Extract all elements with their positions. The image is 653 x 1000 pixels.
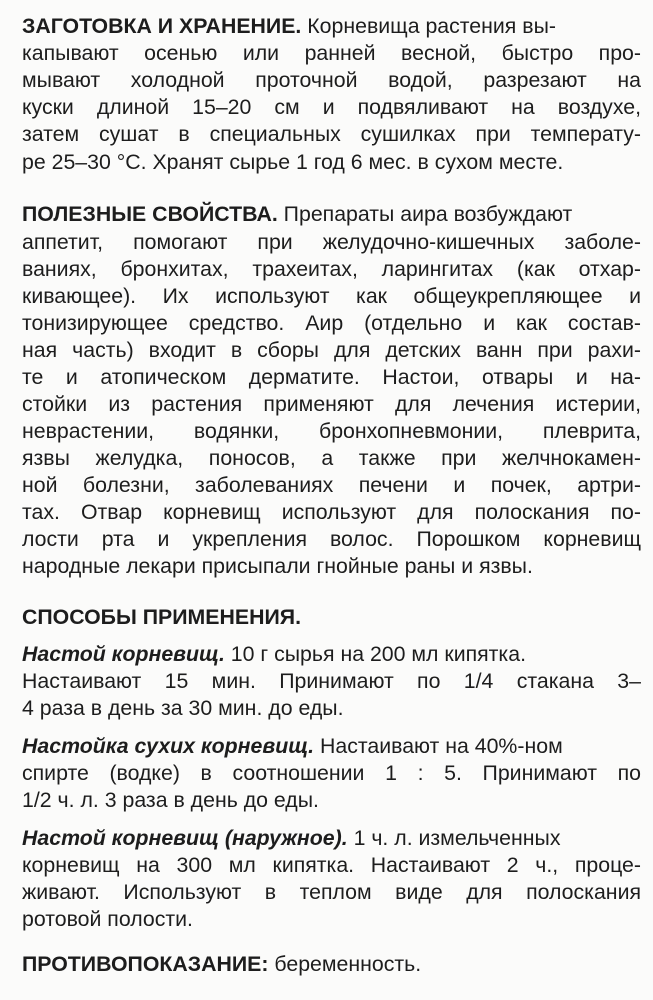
recipe-1-title: Настой корневищ.: [22, 642, 225, 666]
properties-line-1: [22, 201, 641, 227]
harvest-line-4: куски длиной 15–20 см и подвяливают на воздухе,: [22, 95, 641, 119]
properties-line-6: ная часть) входит в сборы для детских ванн при рахи-: [22, 338, 641, 362]
harvest-line-3: мывают холодной проточной водой, разрезают на: [22, 68, 641, 92]
properties-line-3: ваниях, бронхитах, трахеитах, ларингитах (как отхар-: [22, 257, 641, 281]
usage-heading: СПОСОБЫ ПРИМЕНЕНИЯ.: [22, 605, 302, 629]
harvest-heading: ЗАГОТОВКА И ХРАНЕНИЕ.: [22, 14, 302, 38]
recipe-2-text: Настаивают на 40%-ном: [314, 734, 563, 758]
recipe-1-line-3: 4 раза в день за 30 мин. до еды.: [22, 696, 344, 720]
recipe-1-line-1: [22, 641, 641, 667]
properties-line-8: стойки из растения применяют для лечения истерии,: [22, 392, 641, 416]
properties-line-11: ной болезни, заболеваниях печени и почек, артри-: [22, 473, 641, 497]
recipe-2-title: Настойка сухих корневищ.: [22, 734, 315, 758]
properties-heading: ПОЛЕЗНЫЕ СВОЙСТВА.: [22, 202, 278, 226]
recipe-3-line-3: живают. Используют в теплом виде для полоскания: [22, 880, 641, 904]
properties-line-2: аппетит, помогают при желудочно-кишечных заболе-: [22, 230, 641, 254]
recipe-2-line-2: спирте (водке) в соотношении 1 : 5. Принимают по: [22, 761, 641, 785]
recipe-3-title: Настой корневищ (наружное).: [22, 826, 348, 850]
contraindication-line: [22, 951, 641, 977]
harvest-line-6: ре 25–30 °С. Хранят сырье 1 год 6 мес. в сухом месте.: [22, 150, 564, 174]
recipe-2-line-1: [22, 733, 641, 759]
recipe-3-line-4: ротовой полости.: [22, 907, 193, 931]
properties-line-13: лости рта и укрепления волос. Порошком корневищ: [22, 527, 641, 551]
harvest-line-1: [22, 13, 641, 39]
contraindication-heading: ПРОТИВОПОКАЗАНИЕ:: [22, 952, 269, 976]
recipe-3-line-2: корневищ на 300 мл кипятка. Настаивают 2 ч., проце-: [22, 853, 641, 877]
properties-line-7: те и атопическом дерматите. Настои, отвары и на-: [22, 365, 641, 389]
properties-line-12: тах. Отвар корневищ используют для полоскания по-: [22, 500, 641, 524]
recipe-1-line-2: Настаивают 15 мин. Принимают по 1/4 стакана 3–: [22, 669, 641, 693]
recipe-1-text: 10 г сырья на 200 мл кипятка.: [224, 642, 526, 666]
properties-line-4: кивающее). Их используют как общеукрепляющее и: [22, 284, 641, 308]
properties-line-10: язвы желудка, поносов, а также при желчнокамен-: [22, 446, 641, 470]
harvest-line-5: затем сушат в специальных сушилках при температу-: [22, 122, 641, 146]
properties-line-9: неврастении, водянки, бронхопневмонии, плеврита,: [22, 419, 641, 443]
recipe-3-text: 1 ч. л. измельченных: [347, 826, 561, 850]
recipe-3-line-1: [22, 825, 641, 851]
recipe-2-line-3: 1/2 ч. л. 3 раза в день до еды.: [22, 788, 319, 812]
properties-line-14: народные лекари присыпали гнойные раны и язвы.: [22, 554, 533, 578]
properties-text: Препараты аира возбуждают: [277, 202, 573, 226]
properties-line-5: тонизирующее средство. Аир (отдельно и как состав-: [22, 311, 641, 335]
contraindication-text: беременность.: [268, 952, 422, 976]
harvest-text: Корневища растения вы-: [301, 14, 556, 38]
harvest-line-2: капывают осенью или ранней весной, быстро про-: [22, 41, 641, 65]
